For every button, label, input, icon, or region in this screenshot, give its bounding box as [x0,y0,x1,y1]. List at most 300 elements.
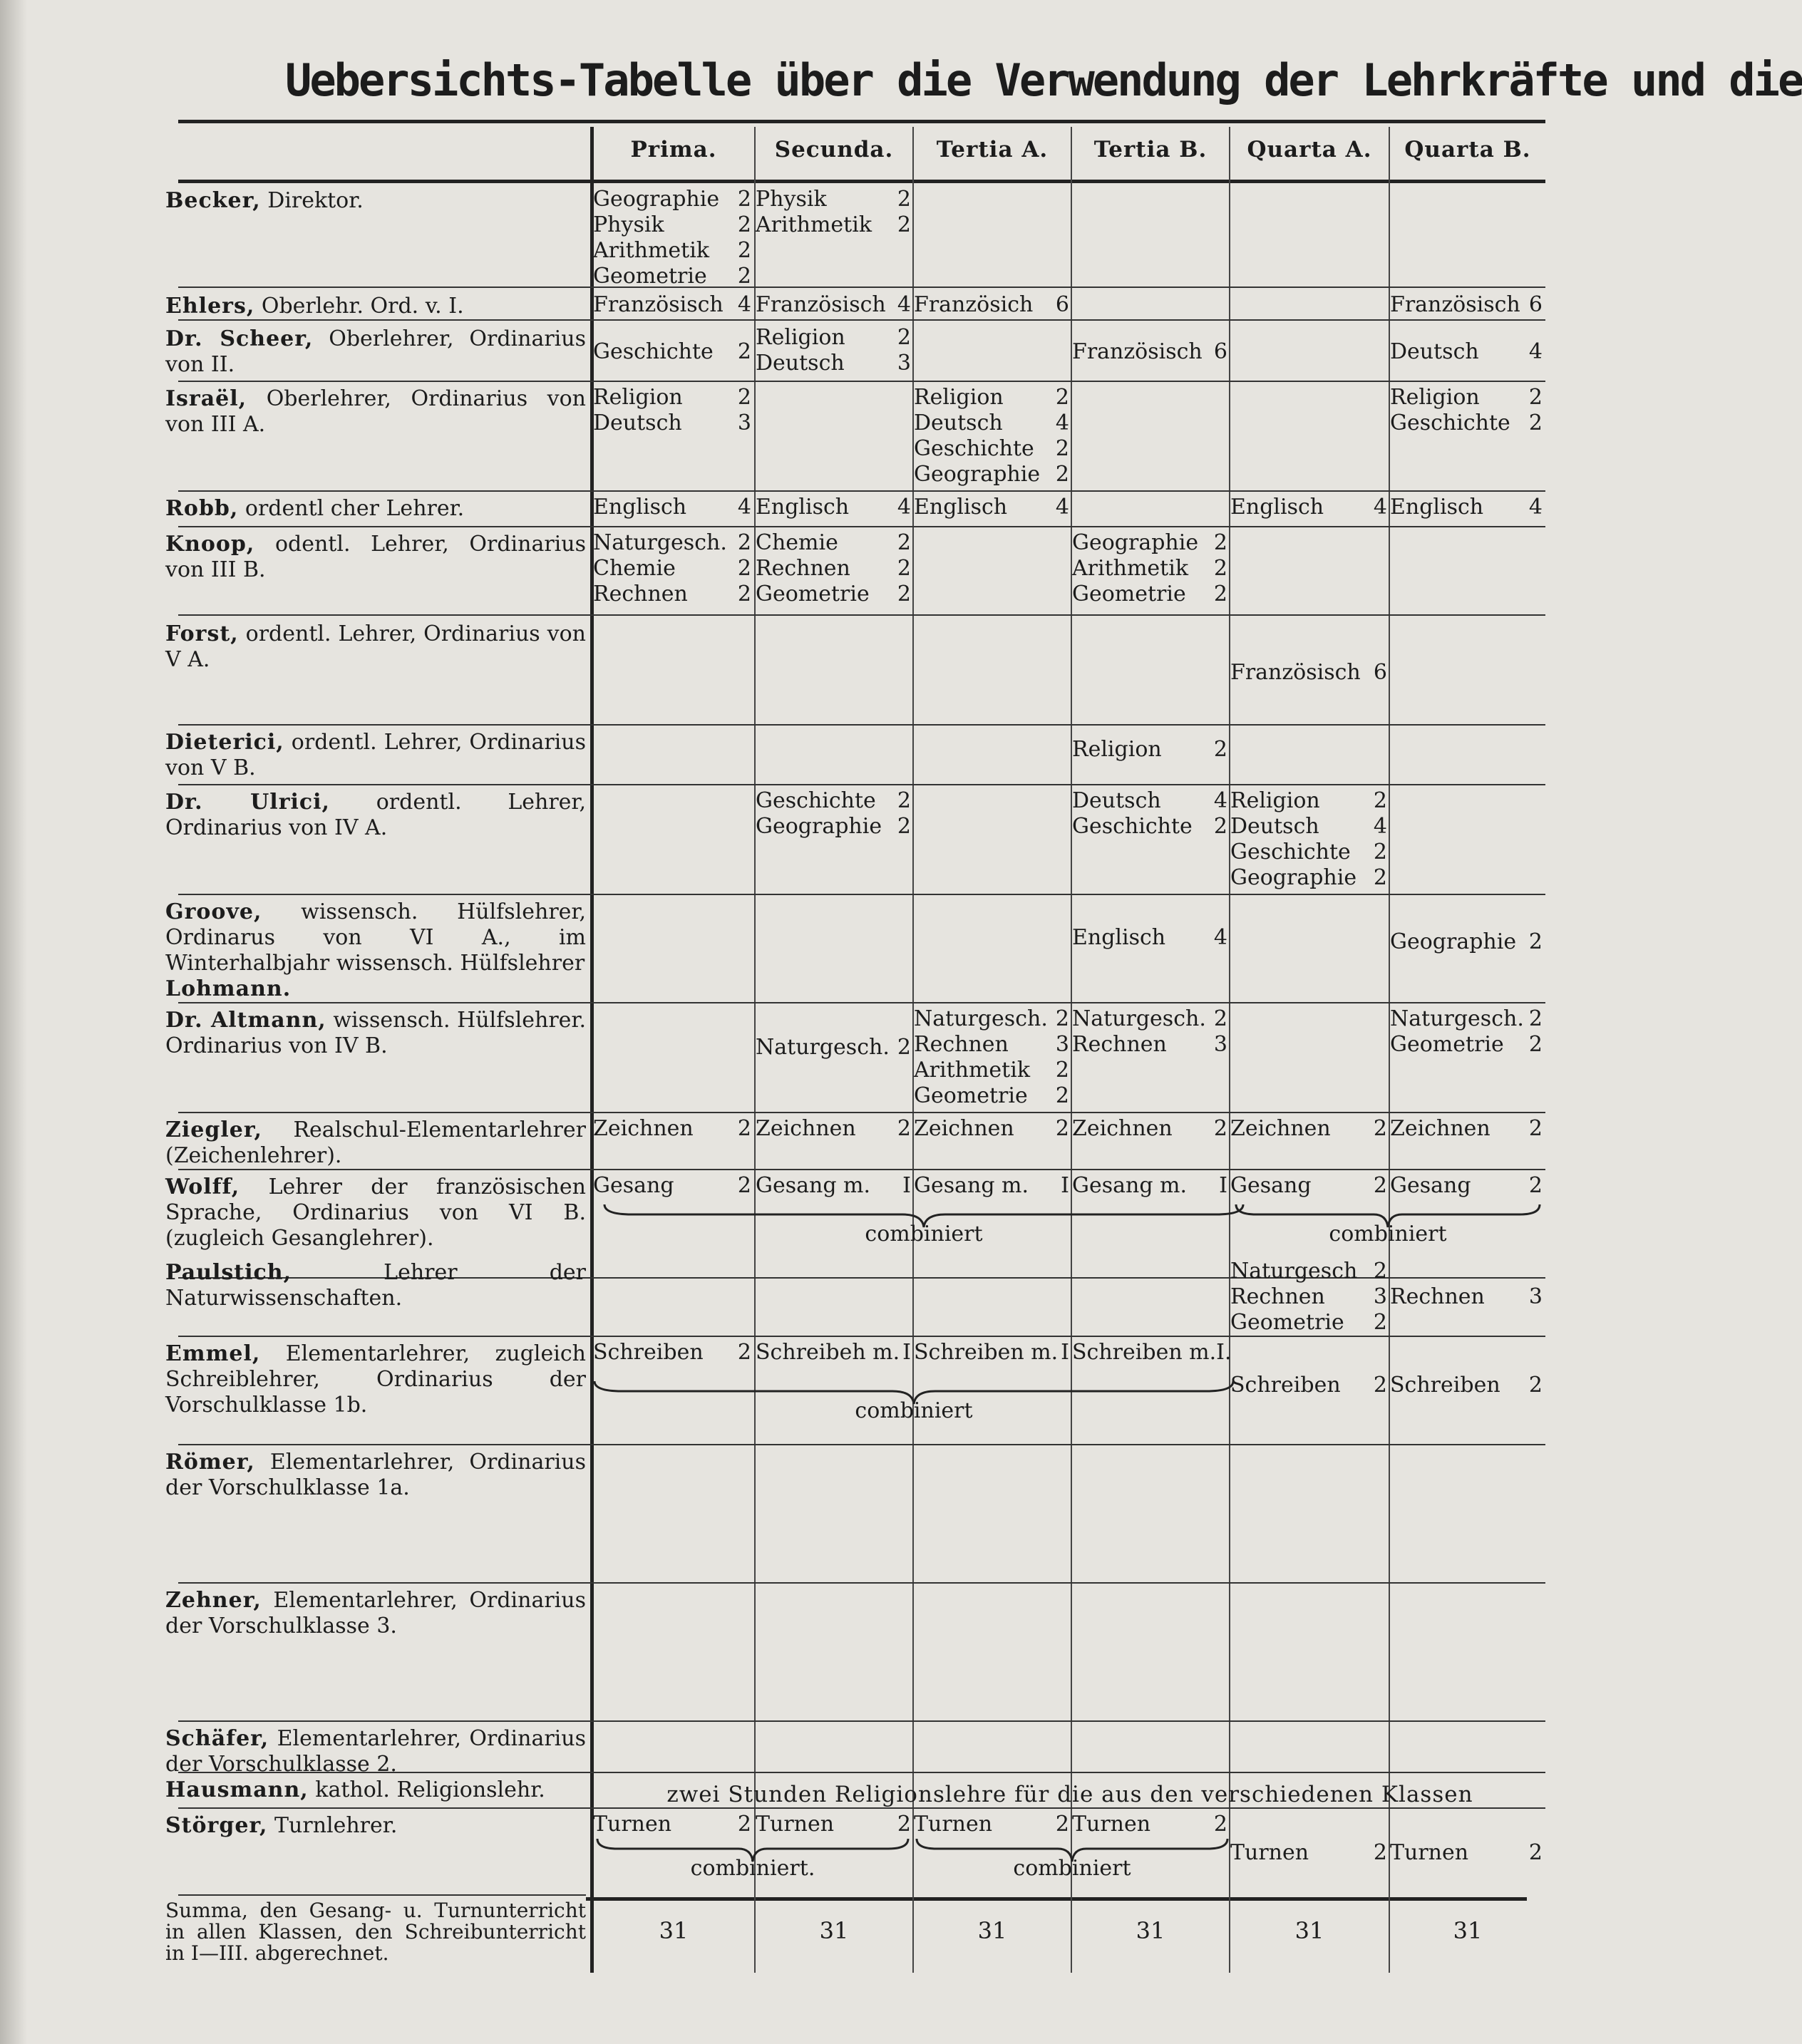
teacher-name: Hausmann, [165,1777,309,1802]
subject: Geschichte [593,339,714,364]
subject-line [593,411,751,436]
subject: Arithmetik [1072,556,1189,581]
subject-line [1072,814,1227,840]
subject: Deutsch [1390,339,1479,364]
subject: Naturgesch. [914,1006,1048,1031]
subject: Physik [756,187,827,212]
hours: 2 [1055,1116,1069,1141]
subject: Zeichnen [1072,1116,1173,1141]
subject: Geschichte [756,788,876,813]
summary-text: Summa, den Gesang- u. Turnunterricht in allen Klassen, den Schreibunterricht in I—III. abgerechnet. [165,1899,586,1965]
subject-line [914,1173,1069,1199]
cell-scheer-secunda [756,325,911,376]
hours: I [1061,1173,1069,1198]
subject-line [756,495,911,520]
teacher-ziegler [165,1118,586,1167]
row-rule [178,1894,586,1896]
hours: 3 [1528,1284,1543,1309]
subject: Zeichnen [756,1116,856,1141]
hours: 4 [1213,788,1227,813]
cell-emmel-prima [593,1340,751,1366]
subject: Religion [914,385,1004,410]
cell-ehlers-quartaB [1390,292,1543,318]
hours: 4 [737,292,751,317]
subject-line [756,556,911,582]
teacher-knoop [165,532,586,613]
subject: Deutsch [593,411,682,435]
subject-line [914,495,1069,520]
teacher-description: Lehrer der französischen Sprache, Ordinarius von VI B. (zugleich Gesanglehrer). [165,1175,586,1251]
header-quarta-b: Quarta B. [1404,137,1531,162]
subject-line [914,1812,1069,1837]
hausmann-note: zwei Stunden Religionslehre für die aus den verschiedenen Klassen [666,1782,1473,1807]
teacher-assignment-table [165,120,1545,1973]
summary-label [165,1900,586,1966]
hours: I [902,1173,911,1198]
teacher-becker [165,188,586,285]
hours: 2 [737,238,751,263]
hours: 4 [1213,925,1227,950]
cell-ehlers-tertiaA [914,292,1069,318]
cell-wolff-quartaB [1390,1173,1543,1199]
subject: Turnen [914,1812,993,1837]
page-title: Uebersichts-Tabelle über die Verwendung der Lehrkräfte und die [285,54,1802,106]
hours: 4 [1373,495,1387,520]
hours: I [902,1340,911,1365]
subject-line [914,411,1069,436]
teacher-description: Elementarlehrer, Ordinarius der Vorschulklasse 1a. [165,1450,586,1500]
row-rule [178,614,1545,616]
page-edge-shadow [0,0,27,2044]
teacher-description: ordentl cher Lehrer. [244,496,465,521]
hours: 2 [737,1812,751,1837]
hours: 2 [737,187,751,212]
hours: 2 [897,530,911,555]
cell-paulstich-quartaA [1230,1259,1387,1336]
subject: Turnen [1230,1840,1309,1865]
subject-line [1390,1284,1543,1310]
hours: 2 [897,814,911,839]
sum-secunda: 31 [819,1917,849,1944]
hours: 4 [1373,814,1387,839]
subject: Geographie [1390,929,1517,954]
subject-line [1072,556,1227,582]
subject: Französisch [1390,292,1520,317]
subject-line [1072,788,1227,814]
subject: Gesang [1230,1173,1312,1198]
cell-ehlers-secunda [756,292,911,318]
subject: Zeichnen [1230,1116,1331,1141]
cell-robb-prima [593,495,751,520]
subject-line [1072,925,1227,951]
subject: Französich [914,292,1034,317]
subject-line [1072,1812,1227,1837]
hours: 2 [897,1035,911,1060]
subject: Naturgesch. [1390,1006,1524,1031]
row-rule [178,1807,1545,1809]
subject: Deutsch [1072,788,1161,813]
row-rule [178,724,1545,726]
hours: 3 [1213,1032,1227,1057]
teacher-name: Paulstich, [165,1260,292,1285]
hours: 2 [1213,737,1227,762]
subject-line [593,556,751,582]
subject-line [914,1006,1069,1032]
cell-forst-quartaA [1230,660,1387,686]
cell-robb-tertiaA [914,495,1069,520]
subject-line [1390,1006,1543,1032]
hours: 6 [1055,292,1069,317]
subject: Turnen [1390,1840,1469,1865]
hours: 2 [1528,929,1543,954]
subject-line [1390,292,1543,318]
subject: Zeichnen [593,1116,694,1141]
subject: Englisch [1390,495,1484,520]
subject: Naturgesch. [1072,1006,1206,1031]
sum-prima: 31 [659,1917,689,1944]
row-rule [178,287,1545,288]
subject-line [1390,1373,1543,1398]
subject: Gesang m. [756,1173,871,1198]
hours: 2 [1213,1116,1227,1141]
subject: Geschichte [1390,411,1510,435]
hours: 4 [1055,411,1069,435]
hours: 2 [1528,1373,1543,1398]
hours: 4 [897,292,911,317]
subject-line [1072,1340,1232,1366]
teacher-name: Wolff, [165,1175,240,1199]
subject: Rechnen [1072,1032,1167,1057]
hours: 2 [1528,1116,1543,1141]
hours: 2 [897,187,911,212]
teacher-dieterici [165,730,586,783]
hours: 2 [1213,556,1227,581]
teacher-hausmann [165,1777,586,1806]
subject-line [593,292,751,318]
hours: 2 [1528,385,1543,410]
subject-line [914,1083,1069,1109]
subject-line [756,187,911,212]
hours: 2 [1528,1840,1543,1865]
cell-becker-secunda [756,187,911,238]
subject-line [914,1340,1069,1366]
teacher-robb [165,496,586,525]
cell-stoerger-quartaA [1230,1840,1387,1866]
cell-robb-secunda [756,495,911,520]
row-rule [178,1772,1545,1773]
row-rule [178,381,1545,382]
subject-line [1390,1032,1543,1058]
teacher-groove [165,899,586,1001]
subject-line [914,292,1069,318]
hours: 2 [1055,1058,1069,1083]
subject: Geographie [756,814,882,839]
hours: 2 [1213,1006,1227,1031]
cell-scheer-quartaB [1390,339,1543,365]
subject-line [1230,660,1387,686]
hours: 4 [1528,339,1543,364]
cell-robb-quartaB [1390,495,1543,520]
teacher-description: Elementarlehrer, Ordinarius der Vorschulklasse 3. [165,1588,586,1638]
table-top-rule [178,120,1545,123]
subject-line [1230,814,1387,840]
subject: Schreiben [1230,1373,1341,1398]
teacher-description: Oberlehrer, Ordinarius von von III A. [165,386,586,437]
subject-line [593,530,751,556]
row-rule [178,1720,1545,1722]
teacher-name: Robb, [165,496,239,521]
teacher-description: odentl. Lehrer, Ordinarius von III B. [165,532,586,582]
subject: Französisch [593,292,724,317]
cell-ulrici-secunda [756,788,911,840]
subject-line [1230,1259,1387,1284]
subject: Schreiben [1390,1373,1500,1398]
hours: 2 [737,556,751,581]
subject-line [914,436,1069,462]
subject-line [756,1173,911,1199]
subject: Arithmetik [593,238,710,263]
teacher-name: Dieterici, [165,730,284,755]
teacher-name: Störger, [165,1813,268,1838]
subject-line [756,814,911,840]
cell-wolff-quartaA [1230,1173,1387,1199]
cell-dieterici-tertiaB [1072,737,1227,763]
subject: Religion [1390,385,1480,410]
teacher-name: Forst, [165,621,239,646]
subject-line [914,462,1069,487]
row-rule [178,1169,1545,1170]
cell-ziegler-quartaB [1390,1116,1543,1142]
teacher-description: kathol. Religionslehr. [315,1777,545,1802]
subject-line [593,187,751,212]
subject: Geometrie [1230,1310,1344,1335]
cell-emmel-quartaA [1230,1373,1387,1398]
subject: Geographie [593,187,720,212]
cell-emmel-tertiaA [914,1340,1069,1366]
cell-wolff-tertiaB [1072,1173,1227,1199]
subject: Gesang m. [1072,1173,1188,1198]
cell-ziegler-secunda [756,1116,911,1142]
hours: 2 [737,530,751,555]
subject-line [756,1812,911,1837]
hours: 2 [737,212,751,237]
cell-robb-quartaA [1230,495,1387,520]
subject: Geschichte [914,436,1034,461]
hours: 2 [1055,1083,1069,1108]
row-rule [178,784,1545,785]
subject-line [593,264,751,289]
subject: Geometrie [914,1083,1028,1108]
subject: Geometrie [593,264,707,289]
subject: Geographie [1230,865,1357,890]
hours: 2 [897,556,911,581]
subject: Turnen [1072,1812,1151,1837]
subject-line [756,788,911,814]
teacher-ulrici [165,790,586,892]
teacher-name: Zehner, [165,1588,262,1613]
subject: Geometrie [756,582,870,607]
cell-stoerger-tertiaA [914,1812,1069,1837]
subject: Chemie [756,530,838,555]
header-prima: Prima. [630,137,717,162]
hours: 2 [897,1812,911,1837]
subject-line [756,582,911,607]
hours: 4 [1528,495,1543,520]
subject: Geographie [914,462,1041,487]
subject: Schreiben [593,1340,704,1365]
combined-label: combiniert [1329,1222,1447,1246]
subject-line [914,1032,1069,1058]
hours: 2 [1213,814,1227,839]
cell-altmann-secunda [756,1035,911,1060]
subject: Naturgesch. [756,1035,890,1060]
teacher-name: Ziegler, [165,1118,262,1142]
header-tertia-a: Tertia A. [936,137,1049,162]
subject-line [1230,1116,1387,1142]
subject-line [914,1116,1069,1142]
subject-line [593,1173,751,1199]
subject: Geschichte [1230,840,1351,864]
subject: Französisch [1072,339,1203,364]
subject: Turnen [593,1812,672,1837]
subject-line [1230,865,1387,891]
subject-line [1072,530,1227,556]
teacher-name: Römer, [165,1450,255,1475]
sum-quarta-a: 31 [1294,1917,1324,1944]
cell-stoerger-quartaB [1390,1840,1543,1866]
subject-line [1072,582,1227,607]
cell-scheer-tertiaB [1072,339,1227,365]
subject-line [1230,495,1387,520]
row-rule [178,1444,1545,1445]
subject-line [593,1116,751,1142]
subject-line [593,385,751,411]
teacher-ehlers [165,294,586,318]
subject-line [1390,1840,1543,1866]
teacher-name: Groove, [165,899,262,924]
subject-line [1390,1116,1543,1142]
hours: 2 [897,325,911,350]
subject: Naturgesch. [593,530,727,555]
teacher-altmann [165,1008,586,1110]
hours: 2 [1373,1840,1387,1865]
teacher-description: Turnlehrer. [274,1813,398,1838]
subject-line [1230,1310,1387,1336]
teacher-extra-name: Lohmann. [165,976,292,1001]
subject-line [593,1340,751,1366]
hours: 2 [1373,1373,1387,1398]
subject: Englisch [1072,925,1166,950]
subject: Rechnen [593,582,688,607]
hours: 2 [1055,1812,1069,1837]
subject: Chemie [593,556,676,581]
cell-becker-prima [593,187,751,289]
cell-ehlers-prima [593,292,751,318]
hours: 4 [737,495,751,520]
hours: 2 [1528,411,1543,435]
combined-label: combiniert [855,1398,973,1423]
cell-paulstich-quartaB [1390,1284,1543,1310]
subject-line [1230,840,1387,865]
cell-israel-tertiaA [914,385,1069,487]
hours: 2 [737,264,751,289]
cell-ziegler-tertiaA [914,1116,1069,1142]
hours: I. [1216,1340,1232,1365]
subject: Deutsch [1230,814,1319,839]
hours: 2 [737,582,751,607]
hours: 2 [897,212,911,237]
subject-line [756,1035,911,1060]
subject-line [914,1058,1069,1083]
subject: Gesang m. [914,1173,1029,1198]
subject: Deutsch [914,411,1003,435]
subject: Geometrie [1072,582,1186,607]
subject-line [1390,495,1543,520]
combined-label: combiniert [1013,1856,1131,1881]
hours: 4 [1055,495,1069,520]
hours: 2 [1055,462,1069,487]
subject: Religion [1230,788,1320,813]
hours: 2 [1373,840,1387,864]
header-tertia-b: Tertia B. [1093,137,1208,162]
subject: Arithmetik [756,212,872,237]
subject-line [1072,1173,1227,1199]
row-rule [178,319,1545,321]
teacher-description: Elementarlehrer, Ordinarius der Vorschulklasse 2. [165,1726,586,1777]
teacher-stoerger [165,1813,586,1893]
hours: 2 [1373,1310,1387,1335]
teacher-scheer [165,326,586,379]
cell-knoop-secunda [756,530,911,607]
hours: 2 [1373,865,1387,890]
hours: 2 [1213,1812,1227,1837]
hours: 2 [897,582,911,607]
hours: 2 [1055,1006,1069,1031]
subject: Geographie [1072,530,1199,555]
cell-stoerger-secunda [756,1812,911,1837]
teacher-name: Becker, [165,188,261,213]
row-rule [178,894,1545,895]
subject-line [1072,1116,1227,1142]
teacher-description: ordentl. Lehrer, Ordinarius von V A. [165,621,586,672]
combined-label: combiniert [865,1222,983,1246]
teacher-israel [165,386,586,489]
cell-israel-quartaB [1390,385,1543,436]
subject-line [756,325,911,351]
teacher-forst [165,621,586,723]
column-divider [1229,127,1230,1973]
hours: 2 [1055,385,1069,410]
subject-line [756,1340,911,1366]
hours: 2 [1528,1173,1543,1198]
teacher-description: Oberlehrer, Ordinarius von II. [165,326,586,377]
teacher-emmel [165,1341,586,1442]
subject: Rechnen [1390,1284,1485,1309]
subject-line [593,1812,751,1837]
teacher-name: Dr. Ulrici, [165,790,331,815]
subject: Turnen [756,1812,835,1837]
hours: 3 [737,411,751,435]
subject-line [1072,339,1227,365]
sum-tertia-b: 31 [1136,1917,1165,1944]
subject: Englisch [593,495,687,520]
teacher-name: Israël, [165,386,247,411]
cell-wolff-tertiaA [914,1173,1069,1199]
subject-line [1390,1173,1543,1199]
hours: 2 [737,1173,751,1198]
teacher-description: ordentl. Lehrer, Ordinarius von IV A. [165,790,586,840]
subject-line [1072,737,1227,763]
